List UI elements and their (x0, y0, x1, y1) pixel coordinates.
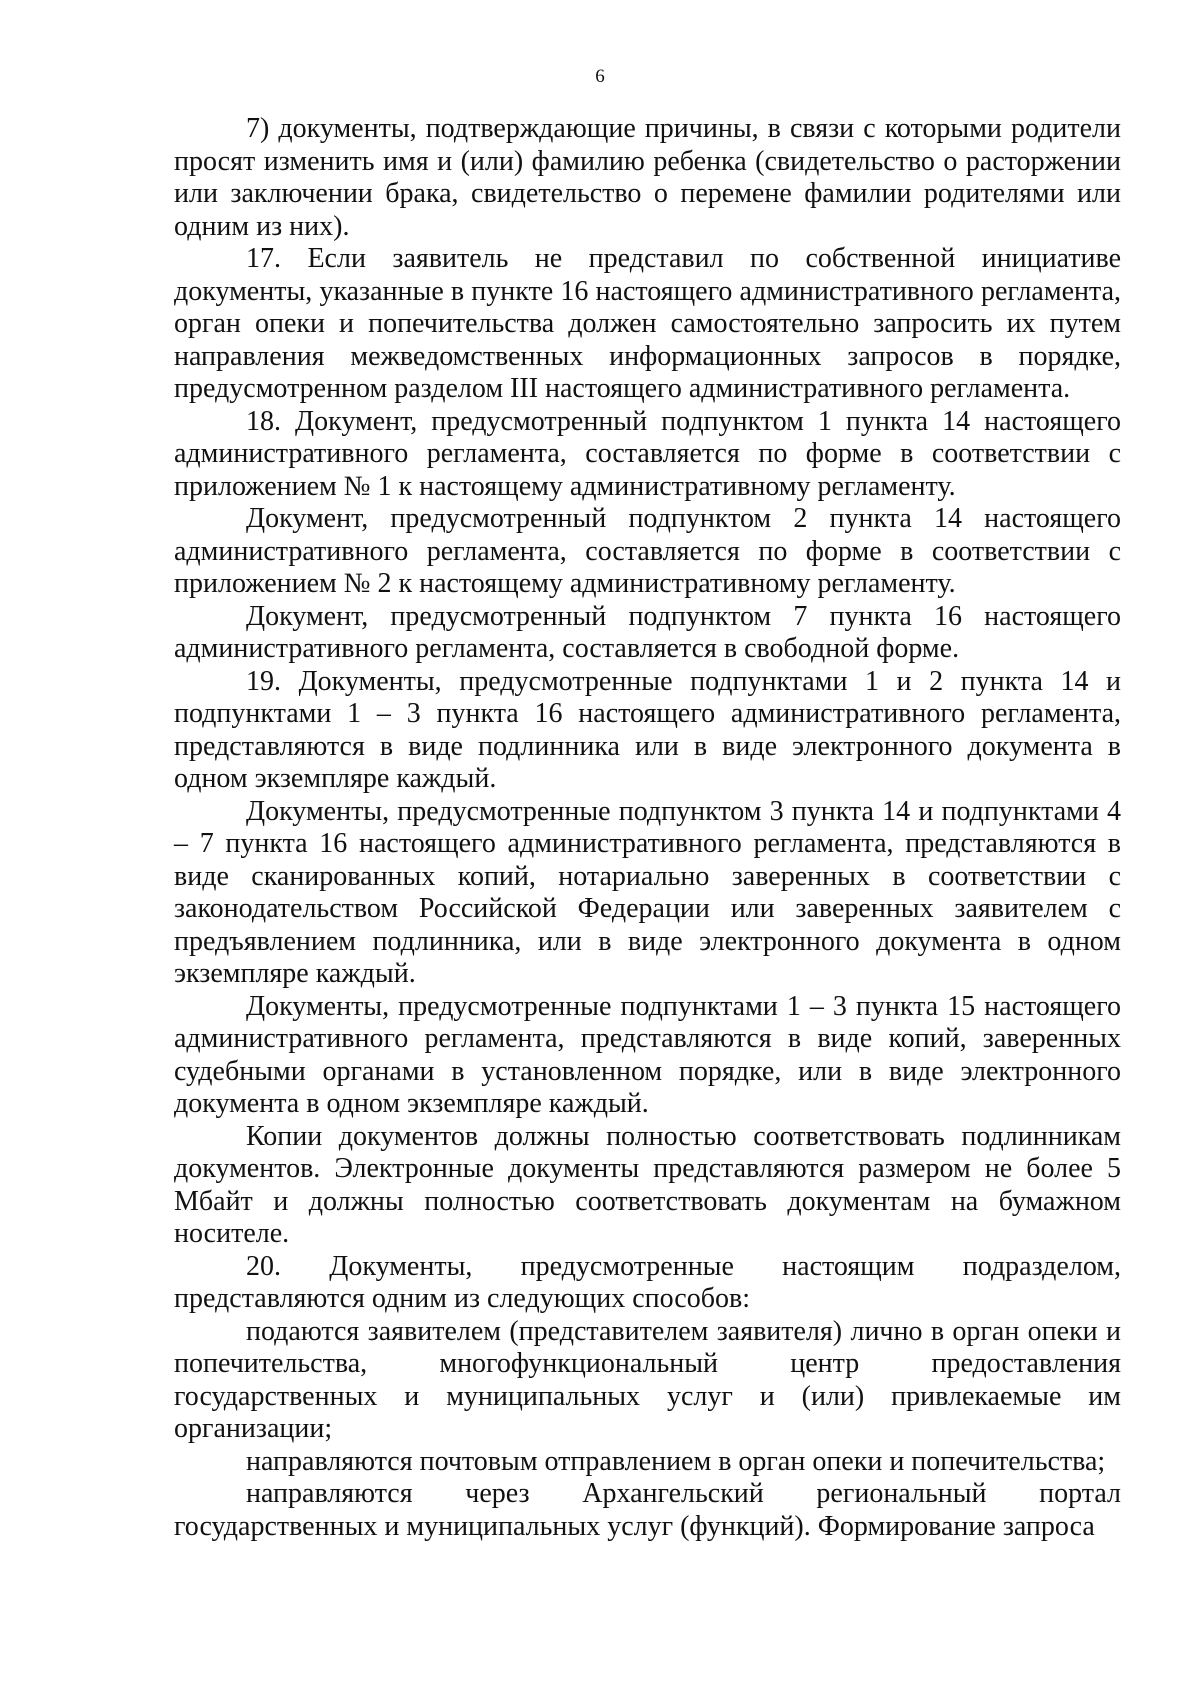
paragraph-19-copies-requirements: Копии документов должны полностью соответствовать подлинникам документов. Электронные документы представляются размером не более 5 Мбайт и должны полностью соответствовать документам на бумажном носителе. (174, 1120, 1121, 1249)
paragraph-20-in-person: подаются заявителем (представителем заявителя) лично в орган опеки и попечительства, многофункциональный центр предоставления государственных и муниципальных услуг и (или) привлекаемые им организации; (174, 1315, 1121, 1444)
paragraph-19-court-copies: Документы, предусмотренные подпунктами 1 – 3 пункта 15 настоящего административного регламента, представляются в виде копий, заверенных судебными органами в установленном порядке, или в виде электронного документа в одном экземпляре каждый. (174, 990, 1121, 1119)
paragraph-17: 17. Если заявитель не представил по собственной инициативе документы, указанные в пункте 16 настоящего административного регламента, орган опеки и попечительства должен самостоятельно запросить их путем направления межведомственных информационных запросов в порядке, предусмотренном разделом III настоящего административного регламента. (174, 243, 1121, 404)
paragraph-18: 18. Документ, предусмотренный подпунктом 1 пункта 14 настоящего административного регламента, составляется по форме в соответствии с приложением № 1 к настоящему административному регламенту. (174, 405, 1121, 502)
document-body (174, 113, 1121, 1543)
page-number: 6 (595, 66, 605, 87)
paragraph-19: 19. Документы, предусмотренные подпунктами 1 и 2 пункта 14 и подпунктами 1 – 3 пункта 16 настоящего административного регламента, представляются в виде подлинника или в виде электронного документа в одном экземпляре каждый. (174, 665, 1121, 794)
paragraph-20-by-mail: направляются почтовым отправлением в орган опеки и попечительства; (246, 1445, 1106, 1477)
paragraph-19-scanned-copies: Документы, предусмотренные подпунктом 3 пункта 14 и подпунктами 4 – 7 пункта 16 настоящего административного регламента, представляются в виде сканированных копий, нотариально заверенных в соответствии с законодательством Российской Федерации или заверенных заявителем с предъявлением подлинника, или в виде электронного документа в одном экземпляре каждый. (174, 795, 1121, 989)
paragraph-20: 20. Документы, предусмотренные настоящим подразделом, представляются одним из следующих способов: (174, 1250, 1121, 1314)
paragraph-18-annex-2: Документ, предусмотренный подпунктом 2 пункта 14 настоящего административного регламента, составляется по форме в соответствии с приложением № 2 к настоящему административному регламенту. (174, 503, 1121, 599)
paragraph-20-via-portal: направляются через Архангельский региональный портал государственных и муниципальных услуг (функций). Формирование запроса (174, 1478, 1121, 1542)
paragraph-18-free-form: Документ, предусмотренный подпунктом 7 пункта 16 настоящего административного регламента, составляется в свободной форме. (174, 600, 1121, 664)
paragraph-item-7: 7) документы, подтверждающие причины, в связи с которыми родители просят изменить имя и (или) фамилию ребенка (свидетельство о расторжении или заключении брака, свидетельство о перемене фамилии родителями или одним из них). (174, 113, 1121, 242)
